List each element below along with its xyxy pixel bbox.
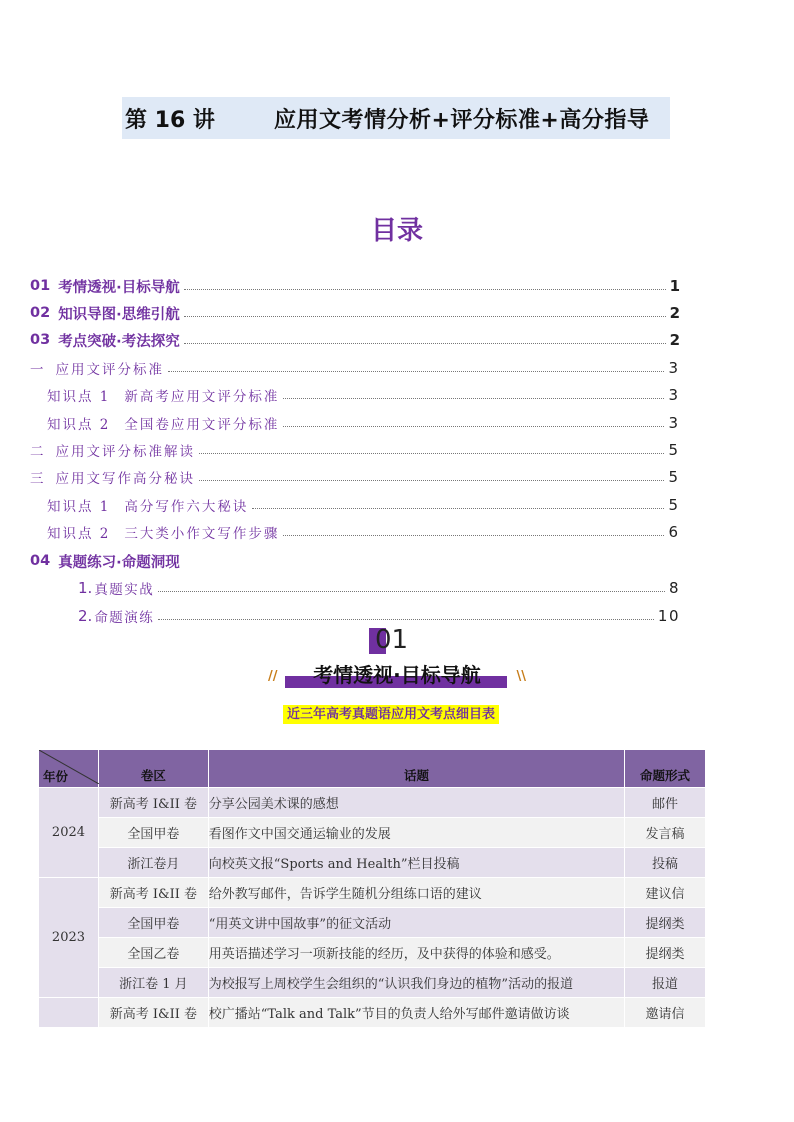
region-cell: 新高考 I&II 卷: [98, 788, 208, 818]
toc-entry-number: 知识点 2: [47, 417, 111, 433]
toc-page-number: 5: [668, 441, 680, 459]
form-cell: 提纲类: [625, 908, 706, 938]
form-cell: 报道: [625, 968, 706, 998]
table-row: [39, 998, 706, 1028]
toc-page-number: 3: [668, 359, 680, 377]
region-cell: 浙江卷月: [98, 848, 208, 878]
year-cell: 2023: [39, 878, 99, 998]
toc-entry-label: 考点突破·考法探究: [58, 333, 180, 350]
column-header-form: 命题形式: [625, 750, 706, 788]
toc-entry-number: 1.: [78, 579, 93, 597]
section-title: 考情透视·目标导航: [313, 663, 481, 687]
toc-leader-dots: [184, 316, 666, 317]
region-cell: 全国乙卷: [98, 938, 208, 968]
toc-entry[interactable]: [30, 549, 680, 573]
form-cell: 提纲类: [625, 938, 706, 968]
toc-leader-dots: [199, 480, 664, 481]
table-row: [39, 878, 706, 908]
exam-topics-table: [38, 749, 706, 1028]
section-number: 01: [375, 625, 409, 655]
toc-page-number: 3: [668, 386, 680, 404]
topic-cell: 用英语描述学习一项新技能的经历，及中获得的体验和感受。: [208, 938, 624, 968]
toc-page-number: 5: [668, 496, 680, 514]
toc-entry-label: 考情透视·目标导航: [58, 279, 180, 296]
section-number-badge: [369, 625, 429, 658]
column-header-year: [39, 750, 99, 788]
toc-entry[interactable]: [30, 356, 680, 380]
toc-leader-dots: [184, 289, 666, 290]
toc-leader-dots: [199, 453, 664, 454]
toc-leader-dots: [168, 371, 664, 372]
toc-entry-number: 02: [30, 305, 51, 321]
toc-page-number: 1: [669, 277, 680, 295]
toc-entry-number: 知识点 2: [47, 526, 111, 542]
table-row: [39, 938, 706, 968]
toc-leader-dots: [252, 508, 664, 509]
decorative-slash-left: //: [268, 669, 278, 684]
topic-cell: 分享公园美术课的感想: [208, 788, 624, 818]
topic-cell: 校广播站“Talk and Talk”节目的负责人给外写邮件邀请做访谈: [208, 998, 624, 1028]
toc-leader-dots: [158, 591, 665, 592]
toc-entry-number: 知识点 1: [47, 499, 111, 515]
toc-entry-number: 04: [30, 553, 51, 569]
topic-cell: 给外教写邮件，告诉学生随机分组练口语的建议: [208, 878, 624, 908]
section-title-banner: [268, 659, 526, 691]
table-row: [39, 818, 706, 848]
toc-page-number: 10: [657, 607, 680, 625]
toc-entry-number: 知识点 1: [47, 389, 111, 405]
form-cell: 投稿: [625, 848, 706, 878]
toc-page-number: 2: [669, 304, 680, 322]
toc-entry-label: 高分写作六大秘诀: [124, 499, 249, 515]
toc-entry[interactable]: [30, 438, 680, 462]
table-header-row: [39, 750, 706, 788]
year-cell: 2024: [39, 788, 99, 878]
region-cell: 浙江卷 1 月: [98, 968, 208, 998]
decorative-slash-right: \\: [516, 669, 526, 684]
toc-leader-dots: [158, 619, 654, 620]
document-title: 应用文考情分析+评分标准+高分指导: [274, 107, 650, 133]
year-cell: [39, 998, 99, 1028]
toc-entry[interactable]: [78, 576, 680, 600]
toc-leader-dots: [283, 535, 664, 536]
toc-page-number: 8: [668, 579, 680, 597]
toc-page-number: 2: [669, 331, 680, 349]
toc-entry-label: 全国卷应用文评分标准: [124, 417, 280, 433]
form-cell: 邮件: [625, 788, 706, 818]
table-row: [39, 968, 706, 998]
table-caption: 近三年高考真题语应用文考点细目表: [283, 705, 499, 724]
toc-entry-number: 一: [30, 362, 46, 378]
toc-entry[interactable]: [47, 520, 680, 544]
toc-entry[interactable]: [30, 328, 680, 352]
toc-entry[interactable]: [47, 383, 680, 407]
region-cell: 全国甲卷: [98, 818, 208, 848]
toc-entry[interactable]: [47, 493, 680, 517]
column-header-year-label: 年份: [43, 769, 69, 784]
toc-entry-label: 三大类小作文写作步骤: [124, 526, 280, 542]
topic-cell: “用英文讲中国故事”的征文活动: [208, 908, 624, 938]
region-cell: 新高考 I&II 卷: [98, 998, 208, 1028]
toc-leader-dots: [283, 426, 664, 427]
toc-entry-number: 01: [30, 278, 51, 294]
toc-entry[interactable]: [47, 411, 680, 435]
form-cell: 建议信: [625, 878, 706, 908]
toc-entry-label: 新高考应用文评分标准: [124, 389, 280, 405]
toc-heading: 目录: [370, 216, 423, 246]
region-cell: 全国甲卷: [98, 908, 208, 938]
toc-entry-label: 真题实战: [94, 582, 155, 598]
table-row: [39, 788, 706, 818]
table-row: [39, 908, 706, 938]
toc-entry[interactable]: [30, 301, 680, 325]
toc-page-number: 5: [668, 468, 680, 486]
toc-entry-number: 三: [30, 471, 46, 487]
toc-leader-dots: [283, 398, 664, 399]
toc-entry-label: 命题演练: [94, 610, 155, 626]
toc-entry-number: 二: [30, 444, 46, 460]
table-row: [39, 848, 706, 878]
form-cell: 邀请信: [625, 998, 706, 1028]
document-title-bar: [122, 97, 670, 139]
toc-entry-label: 知识导图·思维引航: [58, 306, 180, 323]
toc-entry-label: 应用文评分标准解读: [55, 444, 195, 460]
topic-cell: 向校英文报“Sports and Health”栏目投稿: [208, 848, 624, 878]
toc-entry[interactable]: [30, 274, 680, 298]
toc-entry-label: 应用文写作高分秘诀: [55, 471, 195, 487]
toc-page-number: 3: [668, 414, 680, 432]
topic-cell: 为校报写上周校学生会组织的“认识我们身边的植物”活动的报道: [208, 968, 624, 998]
lesson-number: 第 16 讲: [125, 107, 215, 133]
toc-entry-number: 2.: [78, 607, 93, 625]
toc-entry[interactable]: [30, 465, 680, 489]
toc-entry-label: 真题练习·命题洞现: [58, 554, 180, 571]
toc-leader-dots: [184, 343, 666, 344]
region-cell: 新高考 I&II 卷: [98, 878, 208, 908]
toc-entry-label: 应用文评分标准: [55, 362, 164, 378]
column-header-region: 卷区: [98, 750, 208, 788]
toc-entry-number: 03: [30, 332, 51, 348]
form-cell: 发言稿: [625, 818, 706, 848]
column-header-topic: 话题: [208, 750, 624, 788]
topic-cell: 看图作文中国交通运输业的发展: [208, 818, 624, 848]
toc-page-number: 6: [668, 523, 680, 541]
